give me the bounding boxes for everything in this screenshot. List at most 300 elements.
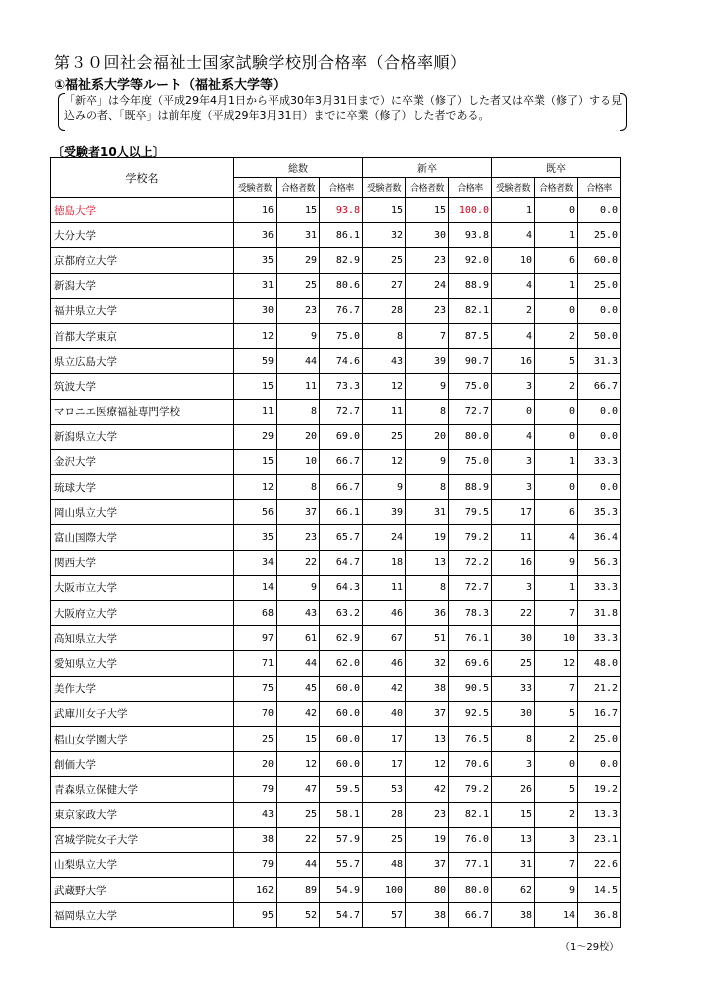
previous-passers-cell: 12 — [535, 651, 578, 676]
total-rate-cell: 54.7 — [320, 903, 363, 928]
school-name-cell: マロニエ医療福祉専門学校 — [51, 399, 234, 424]
total-passers-cell: 44 — [277, 852, 320, 877]
table-row — [51, 676, 621, 701]
new-rate-cell: 69.6 — [449, 651, 492, 676]
previous-passers-cell: 5 — [535, 701, 578, 726]
previous-examinees-cell: 3 — [492, 752, 535, 777]
total-passers-cell: 45 — [277, 676, 320, 701]
previous-examinees-cell: 16 — [492, 349, 535, 374]
total-examinees-cell: 34 — [234, 550, 277, 575]
total-passers-cell: 37 — [277, 500, 320, 525]
total-rate-cell: 76.7 — [320, 298, 363, 323]
new-examinees-cell: 46 — [363, 651, 406, 676]
school-name-cell: 高知県立大学 — [51, 626, 234, 651]
table-row — [51, 802, 621, 827]
total-examinees-cell: 15 — [234, 374, 277, 399]
page-title: 第３０回社会福祉士国家試験学校別合格率（合格率順） — [54, 53, 467, 72]
new-passers-cell: 51 — [406, 626, 449, 651]
previous-examinees-cell: 38 — [492, 903, 535, 928]
school-name-cell: 岡山県立大学 — [51, 500, 234, 525]
total-examinees-cell: 20 — [234, 752, 277, 777]
total-rate-cell: 72.7 — [320, 399, 363, 424]
previous-examinees-cell: 0 — [492, 399, 535, 424]
total-passers-cell: 52 — [277, 903, 320, 928]
total-rate-cell: 60.0 — [320, 676, 363, 701]
total-examinees-cell: 16 — [234, 198, 277, 223]
previous-examinees-cell: 62 — [492, 878, 535, 903]
new-rate-cell: 66.7 — [449, 903, 492, 928]
previous-examinees-cell: 16 — [492, 550, 535, 575]
total-rate-cell: 73.3 — [320, 374, 363, 399]
table-row — [51, 273, 621, 298]
table-row — [51, 298, 621, 323]
new-passers-cell: 30 — [406, 223, 449, 248]
header-new: 新卒 — [363, 158, 492, 178]
total-rate-cell: 66.1 — [320, 500, 363, 525]
school-name-cell: 大阪市立大学 — [51, 575, 234, 600]
total-examinees-cell: 43 — [234, 802, 277, 827]
total-passers-cell: 61 — [277, 626, 320, 651]
new-examinees-cell: 53 — [363, 777, 406, 802]
total-examinees-cell: 12 — [234, 475, 277, 500]
total-passers-cell: 10 — [277, 449, 320, 474]
previous-examinees-cell: 30 — [492, 701, 535, 726]
total-passers-cell: 42 — [277, 701, 320, 726]
table-footer: （1～29校） — [560, 942, 620, 953]
school-name-cell: 京都府立大学 — [51, 248, 234, 273]
previous-passers-cell: 4 — [535, 525, 578, 550]
total-examinees-cell: 11 — [234, 399, 277, 424]
table-row — [51, 198, 621, 223]
previous-passers-cell: 6 — [535, 500, 578, 525]
previous-passers-cell: 3 — [535, 827, 578, 852]
new-passers-cell: 37 — [406, 701, 449, 726]
header-examinees: 受験者数 — [363, 178, 406, 198]
new-rate-cell: 88.9 — [449, 475, 492, 500]
school-name-cell: 新潟県立大学 — [51, 424, 234, 449]
total-rate-cell: 82.9 — [320, 248, 363, 273]
new-passers-cell: 13 — [406, 550, 449, 575]
new-rate-cell: 77.1 — [449, 852, 492, 877]
table-subtitle: 〔受験者10人以上〕 — [52, 145, 165, 159]
total-passers-cell: 20 — [277, 424, 320, 449]
previous-passers-cell: 9 — [535, 878, 578, 903]
new-rate-cell: 93.8 — [449, 223, 492, 248]
school-name-cell: 金沢大学 — [51, 449, 234, 474]
table-row — [51, 726, 621, 751]
total-passers-cell: 8 — [277, 399, 320, 424]
total-examinees-cell: 79 — [234, 852, 277, 877]
new-examinees-cell: 27 — [363, 273, 406, 298]
new-passers-cell: 38 — [406, 676, 449, 701]
header-rate: 合格率 — [449, 178, 492, 198]
new-examinees-cell: 17 — [363, 726, 406, 751]
school-name-cell: 筑波大学 — [51, 374, 234, 399]
new-examinees-cell: 42 — [363, 676, 406, 701]
school-name-cell: 大阪府立大学 — [51, 601, 234, 626]
new-examinees-cell: 25 — [363, 424, 406, 449]
total-examinees-cell: 95 — [234, 903, 277, 928]
new-examinees-cell: 28 — [363, 298, 406, 323]
header-school: 学校名 — [51, 158, 234, 198]
previous-examinees-cell: 22 — [492, 601, 535, 626]
total-rate-cell: 64.3 — [320, 575, 363, 600]
section-heading: ①福祉系大学等ルート（福祉系大学等） — [54, 78, 287, 93]
table-row — [51, 626, 621, 651]
new-passers-cell: 19 — [406, 827, 449, 852]
school-name-cell: 福井県立大学 — [51, 298, 234, 323]
new-passers-cell: 19 — [406, 525, 449, 550]
previous-passers-cell: 1 — [535, 273, 578, 298]
new-rate-cell: 75.0 — [449, 449, 492, 474]
total-rate-cell: 55.7 — [320, 852, 363, 877]
previous-passers-cell: 7 — [535, 601, 578, 626]
previous-rate-cell: 16.7 — [578, 701, 621, 726]
previous-rate-cell: 36.4 — [578, 525, 621, 550]
table-body — [51, 198, 621, 928]
new-rate-cell: 82.1 — [449, 802, 492, 827]
table-row — [51, 852, 621, 877]
total-passers-cell: 44 — [277, 651, 320, 676]
previous-rate-cell: 31.3 — [578, 349, 621, 374]
previous-passers-cell: 7 — [535, 852, 578, 877]
new-rate-cell: 100.0 — [449, 198, 492, 223]
new-examinees-cell: 11 — [363, 399, 406, 424]
total-passers-cell: 9 — [277, 323, 320, 348]
previous-examinees-cell: 4 — [492, 323, 535, 348]
total-rate-cell: 63.2 — [320, 601, 363, 626]
previous-rate-cell: 0.0 — [578, 424, 621, 449]
new-passers-cell: 23 — [406, 802, 449, 827]
total-passers-cell: 15 — [277, 726, 320, 751]
total-passers-cell: 25 — [277, 802, 320, 827]
new-passers-cell: 31 — [406, 500, 449, 525]
new-examinees-cell: 9 — [363, 475, 406, 500]
new-rate-cell: 79.5 — [449, 500, 492, 525]
previous-rate-cell: 36.8 — [578, 903, 621, 928]
new-rate-cell: 82.1 — [449, 298, 492, 323]
previous-passers-cell: 0 — [535, 752, 578, 777]
total-examinees-cell: 35 — [234, 525, 277, 550]
new-examinees-cell: 24 — [363, 525, 406, 550]
previous-rate-cell: 25.0 — [578, 726, 621, 751]
total-examinees-cell: 59 — [234, 349, 277, 374]
table-row — [51, 550, 621, 575]
previous-rate-cell: 60.0 — [578, 248, 621, 273]
total-rate-cell: 59.5 — [320, 777, 363, 802]
previous-examinees-cell: 3 — [492, 374, 535, 399]
previous-examinees-cell: 4 — [492, 273, 535, 298]
previous-rate-cell: 25.0 — [578, 223, 621, 248]
previous-examinees-cell: 8 — [492, 726, 535, 751]
previous-passers-cell: 1 — [535, 449, 578, 474]
table-row — [51, 651, 621, 676]
previous-rate-cell: 14.5 — [578, 878, 621, 903]
new-rate-cell: 90.5 — [449, 676, 492, 701]
new-passers-cell: 23 — [406, 248, 449, 273]
previous-passers-cell: 14 — [535, 903, 578, 928]
school-name-cell: 大分大学 — [51, 223, 234, 248]
header-rate: 合格率 — [320, 178, 363, 198]
total-rate-cell: 86.1 — [320, 223, 363, 248]
table-row — [51, 323, 621, 348]
new-examinees-cell: 39 — [363, 500, 406, 525]
total-rate-cell: 69.0 — [320, 424, 363, 449]
new-passers-cell: 8 — [406, 475, 449, 500]
previous-examinees-cell: 3 — [492, 475, 535, 500]
school-name-cell: 創価大学 — [51, 752, 234, 777]
previous-examinees-cell: 15 — [492, 802, 535, 827]
new-examinees-cell: 67 — [363, 626, 406, 651]
new-passers-cell: 36 — [406, 601, 449, 626]
previous-rate-cell: 0.0 — [578, 475, 621, 500]
previous-passers-cell: 0 — [535, 424, 578, 449]
school-name-cell: 武蔵野大学 — [51, 878, 234, 903]
total-examinees-cell: 38 — [234, 827, 277, 852]
total-examinees-cell: 75 — [234, 676, 277, 701]
total-examinees-cell: 79 — [234, 777, 277, 802]
total-rate-cell: 65.7 — [320, 525, 363, 550]
previous-rate-cell: 22.6 — [578, 852, 621, 877]
new-examinees-cell: 25 — [363, 827, 406, 852]
previous-passers-cell: 0 — [535, 298, 578, 323]
previous-rate-cell: 0.0 — [578, 298, 621, 323]
school-name-cell: 美作大学 — [51, 676, 234, 701]
total-rate-cell: 58.1 — [320, 802, 363, 827]
total-passers-cell: 44 — [277, 349, 320, 374]
new-examinees-cell: 8 — [363, 323, 406, 348]
total-rate-cell: 64.7 — [320, 550, 363, 575]
previous-rate-cell: 25.0 — [578, 273, 621, 298]
new-rate-cell: 80.0 — [449, 878, 492, 903]
table-row — [51, 752, 621, 777]
total-passers-cell: 23 — [277, 298, 320, 323]
school-name-cell: 愛知県立大学 — [51, 651, 234, 676]
school-name-cell: 琉球大学 — [51, 475, 234, 500]
previous-passers-cell: 0 — [535, 399, 578, 424]
header-previous: 既卒 — [492, 158, 621, 178]
previous-examinees-cell: 1 — [492, 198, 535, 223]
header-total: 総数 — [234, 158, 363, 178]
new-passers-cell: 20 — [406, 424, 449, 449]
total-passers-cell: 29 — [277, 248, 320, 273]
new-examinees-cell: 32 — [363, 223, 406, 248]
new-passers-cell: 12 — [406, 752, 449, 777]
table-row — [51, 424, 621, 449]
total-passers-cell: 11 — [277, 374, 320, 399]
definition-note: 「新卒」は今年度（平成29年4月1日から平成30年3月31日まで）に卒業（修了）した者又は卒業（修了）する見込みの者、「既卒」は前年度（平成29年3月31日）までに卒業（修了）した者である。 — [64, 94, 622, 122]
total-examinees-cell: 36 — [234, 223, 277, 248]
previous-passers-cell: 6 — [535, 248, 578, 273]
previous-examinees-cell: 31 — [492, 852, 535, 877]
previous-examinees-cell: 10 — [492, 248, 535, 273]
total-passers-cell: 8 — [277, 475, 320, 500]
school-name-cell: 宮城学院女子大学 — [51, 827, 234, 852]
new-rate-cell: 76.1 — [449, 626, 492, 651]
school-name-cell: 青森県立保健大学 — [51, 777, 234, 802]
previous-rate-cell: 66.7 — [578, 374, 621, 399]
previous-rate-cell: 0.0 — [578, 752, 621, 777]
new-passers-cell: 80 — [406, 878, 449, 903]
new-rate-cell: 75.0 — [449, 374, 492, 399]
new-rate-cell: 76.5 — [449, 726, 492, 751]
new-examinees-cell: 43 — [363, 349, 406, 374]
table-row — [51, 449, 621, 474]
table-row — [51, 827, 621, 852]
previous-rate-cell: 31.8 — [578, 601, 621, 626]
header-passers: 合格者数 — [535, 178, 578, 198]
new-rate-cell: 79.2 — [449, 525, 492, 550]
new-examinees-cell: 28 — [363, 802, 406, 827]
new-examinees-cell: 17 — [363, 752, 406, 777]
previous-examinees-cell: 3 — [492, 449, 535, 474]
total-examinees-cell: 97 — [234, 626, 277, 651]
new-passers-cell: 32 — [406, 651, 449, 676]
total-examinees-cell: 162 — [234, 878, 277, 903]
total-passers-cell: 12 — [277, 752, 320, 777]
total-passers-cell: 15 — [277, 198, 320, 223]
header-examinees: 受験者数 — [492, 178, 535, 198]
school-name-cell: 武庫川女子大学 — [51, 701, 234, 726]
school-name-cell: 徳島大学 — [51, 198, 234, 223]
previous-examinees-cell: 2 — [492, 298, 535, 323]
total-examinees-cell: 29 — [234, 424, 277, 449]
previous-passers-cell: 5 — [535, 777, 578, 802]
new-rate-cell: 80.0 — [449, 424, 492, 449]
previous-passers-cell: 1 — [535, 575, 578, 600]
new-passers-cell: 15 — [406, 198, 449, 223]
previous-passers-cell: 2 — [535, 802, 578, 827]
table-row — [51, 475, 621, 500]
previous-passers-cell: 2 — [535, 374, 578, 399]
previous-rate-cell: 0.0 — [578, 399, 621, 424]
new-rate-cell: 72.7 — [449, 575, 492, 600]
table-row — [51, 500, 621, 525]
new-examinees-cell: 25 — [363, 248, 406, 273]
new-examinees-cell: 12 — [363, 374, 406, 399]
previous-rate-cell: 23.1 — [578, 827, 621, 852]
previous-examinees-cell: 26 — [492, 777, 535, 802]
total-rate-cell: 57.9 — [320, 827, 363, 852]
new-passers-cell: 13 — [406, 726, 449, 751]
total-rate-cell: 62.9 — [320, 626, 363, 651]
table-row — [51, 525, 621, 550]
total-examinees-cell: 15 — [234, 449, 277, 474]
table-row — [51, 374, 621, 399]
header-passers: 合格者数 — [406, 178, 449, 198]
header-rate: 合格率 — [578, 178, 621, 198]
new-passers-cell: 9 — [406, 449, 449, 474]
total-rate-cell: 80.6 — [320, 273, 363, 298]
new-rate-cell: 92.5 — [449, 701, 492, 726]
previous-rate-cell: 0.0 — [578, 198, 621, 223]
previous-passers-cell: 9 — [535, 550, 578, 575]
total-passers-cell: 22 — [277, 827, 320, 852]
pass-rate-table — [50, 157, 621, 928]
previous-rate-cell: 21.2 — [578, 676, 621, 701]
previous-rate-cell: 13.3 — [578, 802, 621, 827]
total-rate-cell: 93.8 — [320, 198, 363, 223]
new-passers-cell: 39 — [406, 349, 449, 374]
new-passers-cell: 38 — [406, 903, 449, 928]
total-passers-cell: 89 — [277, 878, 320, 903]
new-examinees-cell: 11 — [363, 575, 406, 600]
previous-passers-cell: 1 — [535, 223, 578, 248]
total-rate-cell: 66.7 — [320, 475, 363, 500]
new-examinees-cell: 18 — [363, 550, 406, 575]
total-examinees-cell: 71 — [234, 651, 277, 676]
school-name-cell: 富山国際大学 — [51, 525, 234, 550]
new-rate-cell: 76.0 — [449, 827, 492, 852]
table-row — [51, 777, 621, 802]
table-row — [51, 601, 621, 626]
table-row — [51, 878, 621, 903]
previous-passers-cell: 7 — [535, 676, 578, 701]
new-rate-cell: 70.6 — [449, 752, 492, 777]
total-passers-cell: 22 — [277, 550, 320, 575]
table-row — [51, 248, 621, 273]
previous-examinees-cell: 33 — [492, 676, 535, 701]
new-passers-cell: 8 — [406, 399, 449, 424]
total-rate-cell: 60.0 — [320, 752, 363, 777]
new-passers-cell: 37 — [406, 852, 449, 877]
new-rate-cell: 88.9 — [449, 273, 492, 298]
new-rate-cell: 78.3 — [449, 601, 492, 626]
previous-rate-cell: 35.3 — [578, 500, 621, 525]
previous-rate-cell: 33.3 — [578, 449, 621, 474]
total-examinees-cell: 70 — [234, 701, 277, 726]
previous-passers-cell: 0 — [535, 198, 578, 223]
total-examinees-cell: 35 — [234, 248, 277, 273]
school-name-cell: 新潟大学 — [51, 273, 234, 298]
table-row — [51, 399, 621, 424]
note-bracket-right — [620, 93, 627, 131]
new-passers-cell: 42 — [406, 777, 449, 802]
school-name-cell: 山梨県立大学 — [51, 852, 234, 877]
table-row — [51, 349, 621, 374]
total-passers-cell: 23 — [277, 525, 320, 550]
total-passers-cell: 31 — [277, 223, 320, 248]
previous-examinees-cell: 11 — [492, 525, 535, 550]
table-row — [51, 701, 621, 726]
new-examinees-cell: 15 — [363, 198, 406, 223]
total-examinees-cell: 31 — [234, 273, 277, 298]
total-passers-cell: 43 — [277, 601, 320, 626]
total-rate-cell: 75.0 — [320, 323, 363, 348]
previous-examinees-cell: 13 — [492, 827, 535, 852]
new-examinees-cell: 12 — [363, 449, 406, 474]
previous-passers-cell: 2 — [535, 323, 578, 348]
new-passers-cell: 23 — [406, 298, 449, 323]
previous-examinees-cell: 25 — [492, 651, 535, 676]
new-rate-cell: 87.5 — [449, 323, 492, 348]
new-examinees-cell: 46 — [363, 601, 406, 626]
previous-examinees-cell: 4 — [492, 424, 535, 449]
total-passers-cell: 47 — [277, 777, 320, 802]
new-examinees-cell: 100 — [363, 878, 406, 903]
total-rate-cell: 60.0 — [320, 726, 363, 751]
previous-passers-cell: 10 — [535, 626, 578, 651]
school-name-cell: 椙山女学園大学 — [51, 726, 234, 751]
table-row — [51, 575, 621, 600]
previous-rate-cell: 33.3 — [578, 626, 621, 651]
new-examinees-cell: 40 — [363, 701, 406, 726]
total-passers-cell: 25 — [277, 273, 320, 298]
previous-rate-cell: 19.2 — [578, 777, 621, 802]
total-examinees-cell: 12 — [234, 323, 277, 348]
previous-examinees-cell: 17 — [492, 500, 535, 525]
header-passers: 合格者数 — [277, 178, 320, 198]
